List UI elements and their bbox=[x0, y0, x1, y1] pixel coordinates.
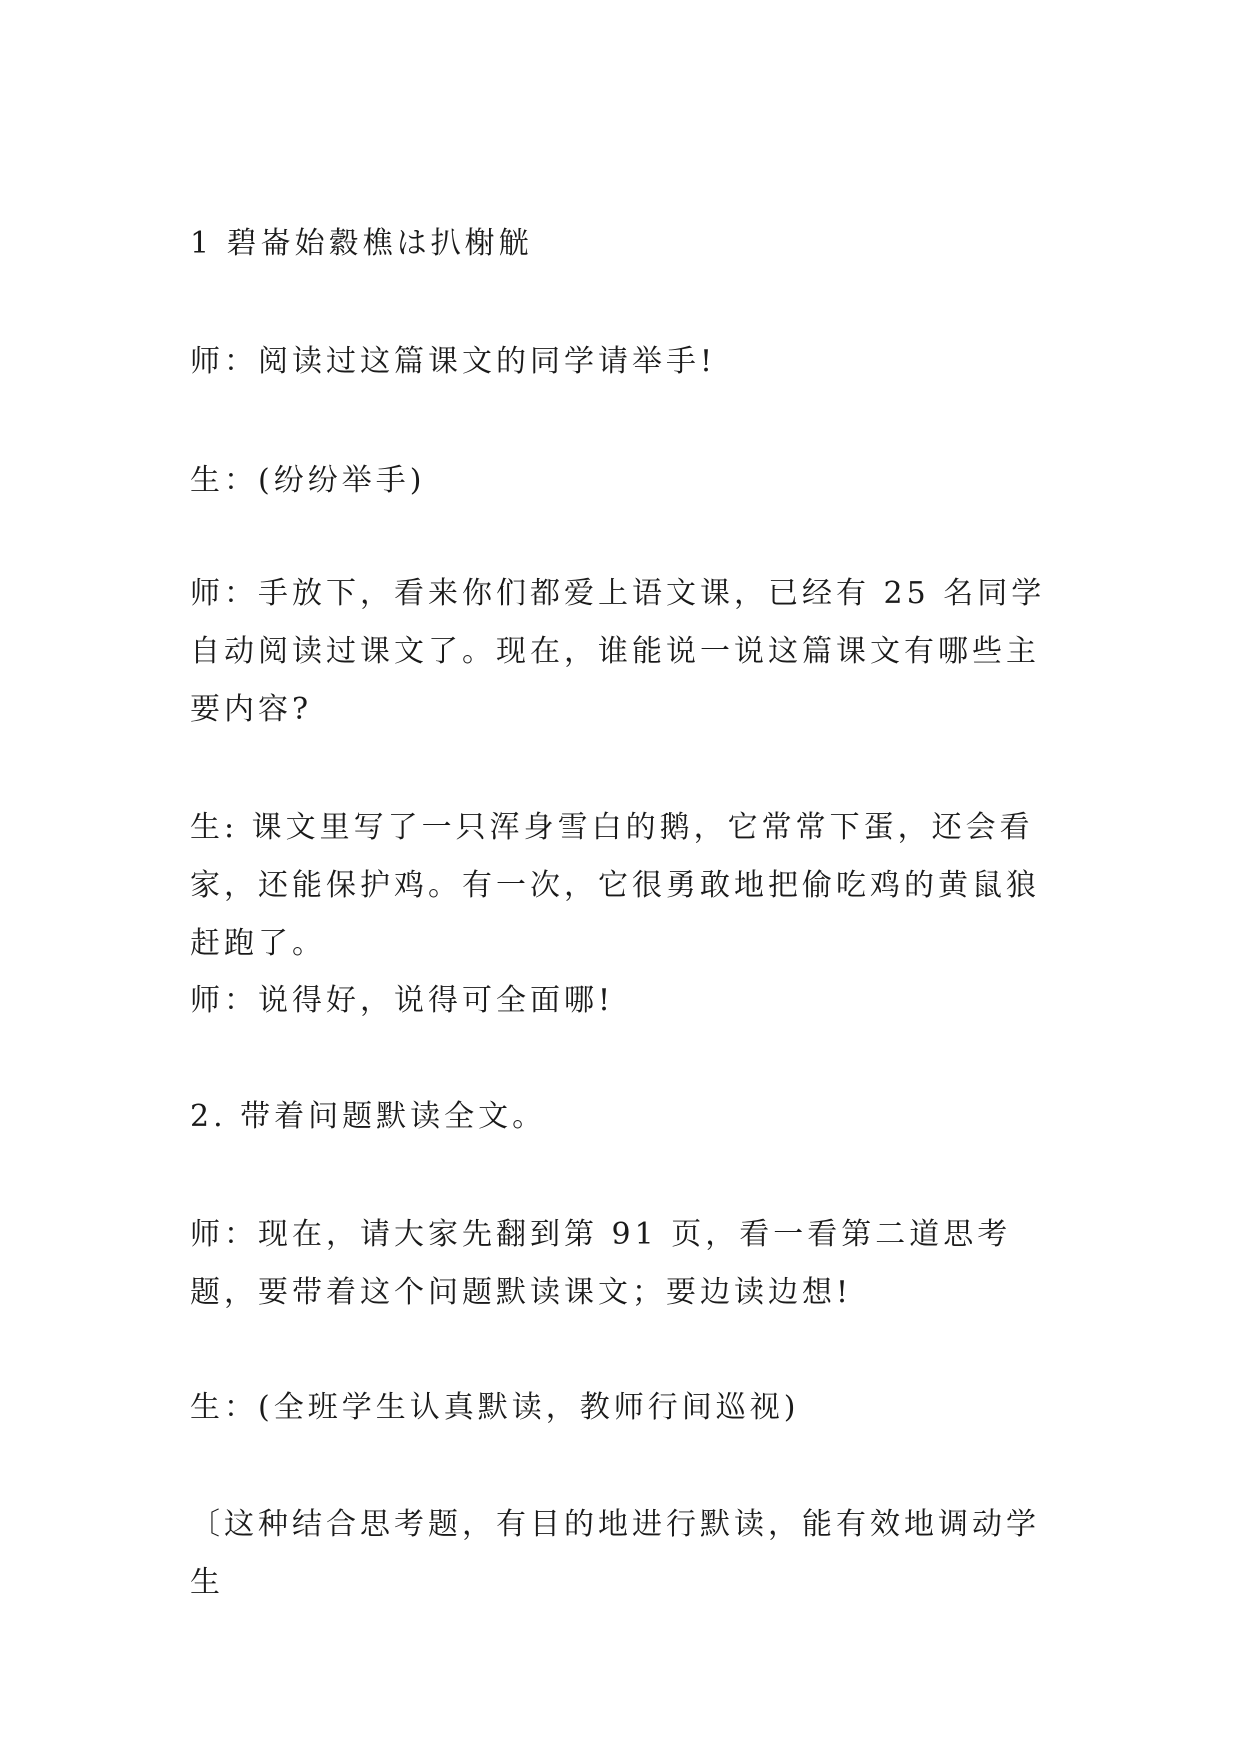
teacher-line: 师：现在，请大家先翻到第 91 页，看一看第二道思考题，要带着这个问题默读课文；要边读边想! bbox=[190, 1217, 1012, 1310]
teacher-line: 师：说得好，说得可全面哪! bbox=[190, 983, 615, 1018]
student-line: 生：(纷纷举手) bbox=[190, 463, 426, 498]
teacher-line: 师：阅读过这篇课文的同学请举手! bbox=[190, 344, 717, 379]
section-heading: 2. 带着问题默读全文。 bbox=[190, 1099, 547, 1134]
commentary-line: 〔这种结合思考题，有目的地进行默读，能有效地调动学生 bbox=[190, 1507, 1040, 1600]
student-line: 生：(全班学生认真默读，教师行间巡视) bbox=[190, 1390, 800, 1425]
heading-line: 1 碧崙始縠樵は扒榭觥 bbox=[190, 226, 533, 261]
teacher-line: 师：手放下，看来你们都爱上语文课，已经有 25 名同学自动阅读过课文了。现在，谁能说一说这篇课文有哪些主要内容? bbox=[190, 576, 1046, 727]
student-line: 生: 课文里写了一只浑身雪白的鹅，它常常下蛋，还会看家，还能保护鸡。有一次，它很勇敢地把偷吃鸡的黄鼠狼赶跑了。 bbox=[190, 810, 1040, 961]
